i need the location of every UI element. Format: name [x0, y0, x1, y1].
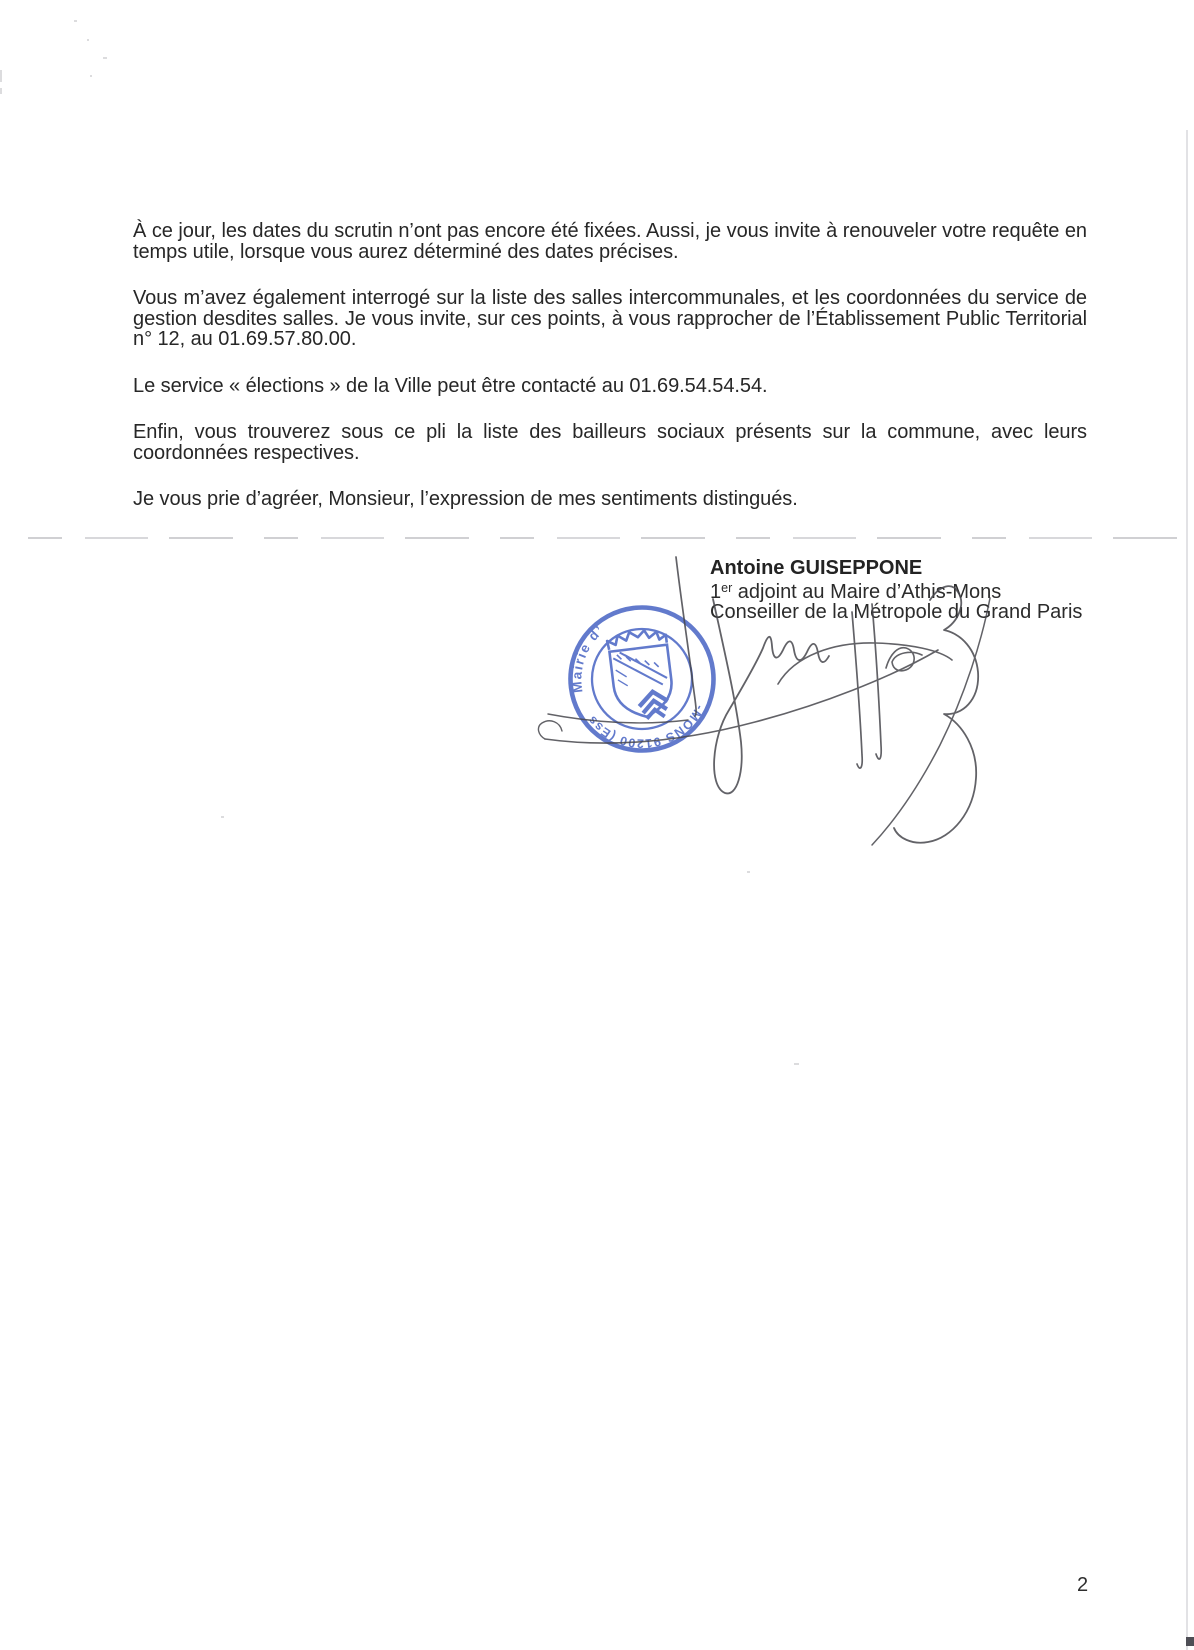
title-ordinal: 1: [710, 581, 722, 603]
dust-speck: [90, 75, 92, 77]
title-ordinal-sup: er: [721, 581, 733, 595]
dust-speck: [747, 871, 750, 873]
paragraph-scrutin-dates: À ce jour, les dates du scrutin n’ont pas encore été fixées. Aussi, je vous invite à renouveler votre requête en temps utile, lorsque vous aurez déterminé des dates précises.: [133, 220, 1087, 263]
scan-corner-mark: [1186, 1637, 1194, 1646]
paragraph-service-elections: Le service « élections » de la Ville peut être contacté au 01.69.54.54.54.: [133, 374, 768, 397]
dust-speck: [103, 57, 107, 59]
signatory-title-2: Conseiller de la Métropole du Grand Paris: [710, 601, 1083, 623]
letter-body: [133, 221, 1087, 536]
dust-speck: [74, 20, 77, 22]
stamp-text-lower: ATHIS-MONS 91200 (Essonne): [584, 667, 707, 751]
title-rest: adjoint au Maire d’Athis-Mons: [732, 581, 1002, 603]
dust-speck: [221, 816, 224, 818]
dust-speck: [794, 1063, 799, 1065]
scan-artifact-line: [28, 537, 1180, 539]
paragraph-bailleurs-sociaux: Enfin, vous trouverez sous ce pli la liste des bailleurs sociaux présents sur la commune, avec leurs coordonnées respectives.: [133, 421, 1087, 464]
handwritten-signature: [510, 540, 1020, 860]
dust-speck: [0, 88, 2, 94]
paragraph-formule-politesse: Je vous prie d’agréer, Monsieur, l’expression de mes sentiments distingués.: [133, 488, 798, 510]
dust-speck: [87, 39, 89, 41]
stamp-text-upper: Mairie d’: [569, 622, 607, 694]
paragraph-salles-intercommunales: Vous m’avez également interrogé sur la liste des salles intercommunales, et les coordonnées du service de gestion desdites salles. Je vous invite, sur ces points, à vous rapprocher de l’Établissement Public Territorial n° 12, au 01.69.57.80.00.: [133, 287, 1087, 350]
signatory-name: Antoine GUISEPPONE: [710, 557, 923, 579]
page-number: 2: [1077, 1574, 1089, 1596]
dust-speck: [0, 70, 2, 82]
scan-edge-line: [1186, 130, 1188, 1650]
